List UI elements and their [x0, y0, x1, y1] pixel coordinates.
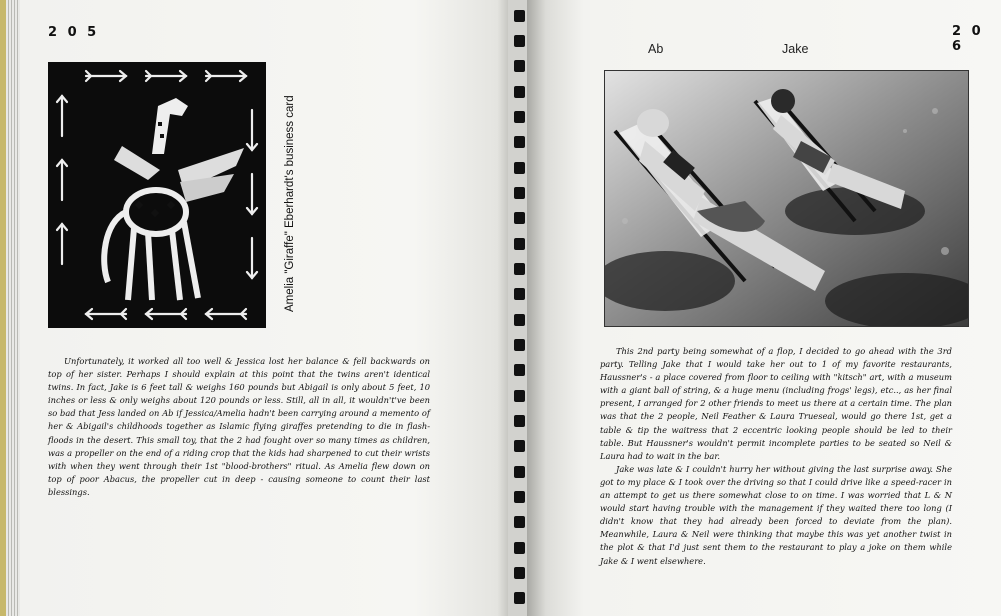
page-number: 2 0 5 — [48, 25, 100, 40]
page-number: 2 0 6 — [952, 24, 984, 54]
business-card-image — [48, 62, 266, 328]
beach-photo — [604, 70, 969, 327]
card-caption — [284, 54, 300, 312]
right-body-text — [600, 345, 952, 568]
card-caption-text: Amelia "Giraffe" Eberhardt's business card — [284, 95, 296, 312]
photo-label-ab: Ab — [648, 42, 664, 56]
paragraph: Jake was late & I couldn't hurry her without giving the last surprise away. She got to my place & I took over the driving so that I could drive like a speed-racer in an attempt to get us there somewhat close to on time. I was worried that L & N would start having trouble with the management if they waited there too long (I didn't know that they had already been forced to deviate from the plan). Meanwhile, Laura & Neil were thinking that maybe this was yet another twist in the plot & that I'd just sent them to the restaurant to play a joke on them while Jake & I went elsewhere. — [600, 463, 952, 566]
paragraph: Unfortunately, it worked all too well & Jessica lost her balance & fell backwards on top of her sister. Perhaps I should explain at this point that the twins aren't identical twins. In fact, Jake is 6 feet tall & weighs 160 pounds but Abigail is only about 5 feet, 10 inches or less & only weighs about 120 pounds or less. Still, all in all, it wouldn't've been so bad that Jess landed on Ab if Jessica/Amelia hadn't been carrying around a memento of her & Abigail's childhoods together as Islamic flying giraffes pretending to die in flash-floods in the desert. This small toy, that the 2 had fought over so many times as children, was a propeller on the end of a riding crop that the kids had sharpened to cut their wrists with when they went through their 1st "blood-brothers" ritual. As Amelia flew down on top of poor Abacus, the propeller cut in deep - causing someone to count their last blessings. — [48, 356, 430, 497]
left-body-text — [48, 355, 430, 499]
right-page — [527, 0, 1001, 616]
beach-scene-illustration — [605, 71, 968, 326]
photo-label-jake: Jake — [782, 42, 809, 56]
paragraph: This 2nd party being somewhat of a flop, I decided to go ahead with the 3rd party. Telling Jake that I would take her out to 1 of my favorite restaurants, Haussner's - a place covered from floor to ceiling with "kitsch" art, with a museum with a giant ball of string, & a huge menu (including frogs' legs), etc.., as her final present, I arranged for 2 other friends to meet us there at a certain time. The plan was that the 2 people, Neil Feather & Laura Trueseal, would go there 1st, get a table & tip the waitress that 2 eccentric looking people should be led to their table. But Haussner's wouldn't permit incomplete parties to be seated so Neil & Laura had to wait in the bar. — [600, 346, 952, 461]
giraffe-pegasus-illustration — [48, 62, 266, 328]
left-page — [20, 0, 512, 616]
